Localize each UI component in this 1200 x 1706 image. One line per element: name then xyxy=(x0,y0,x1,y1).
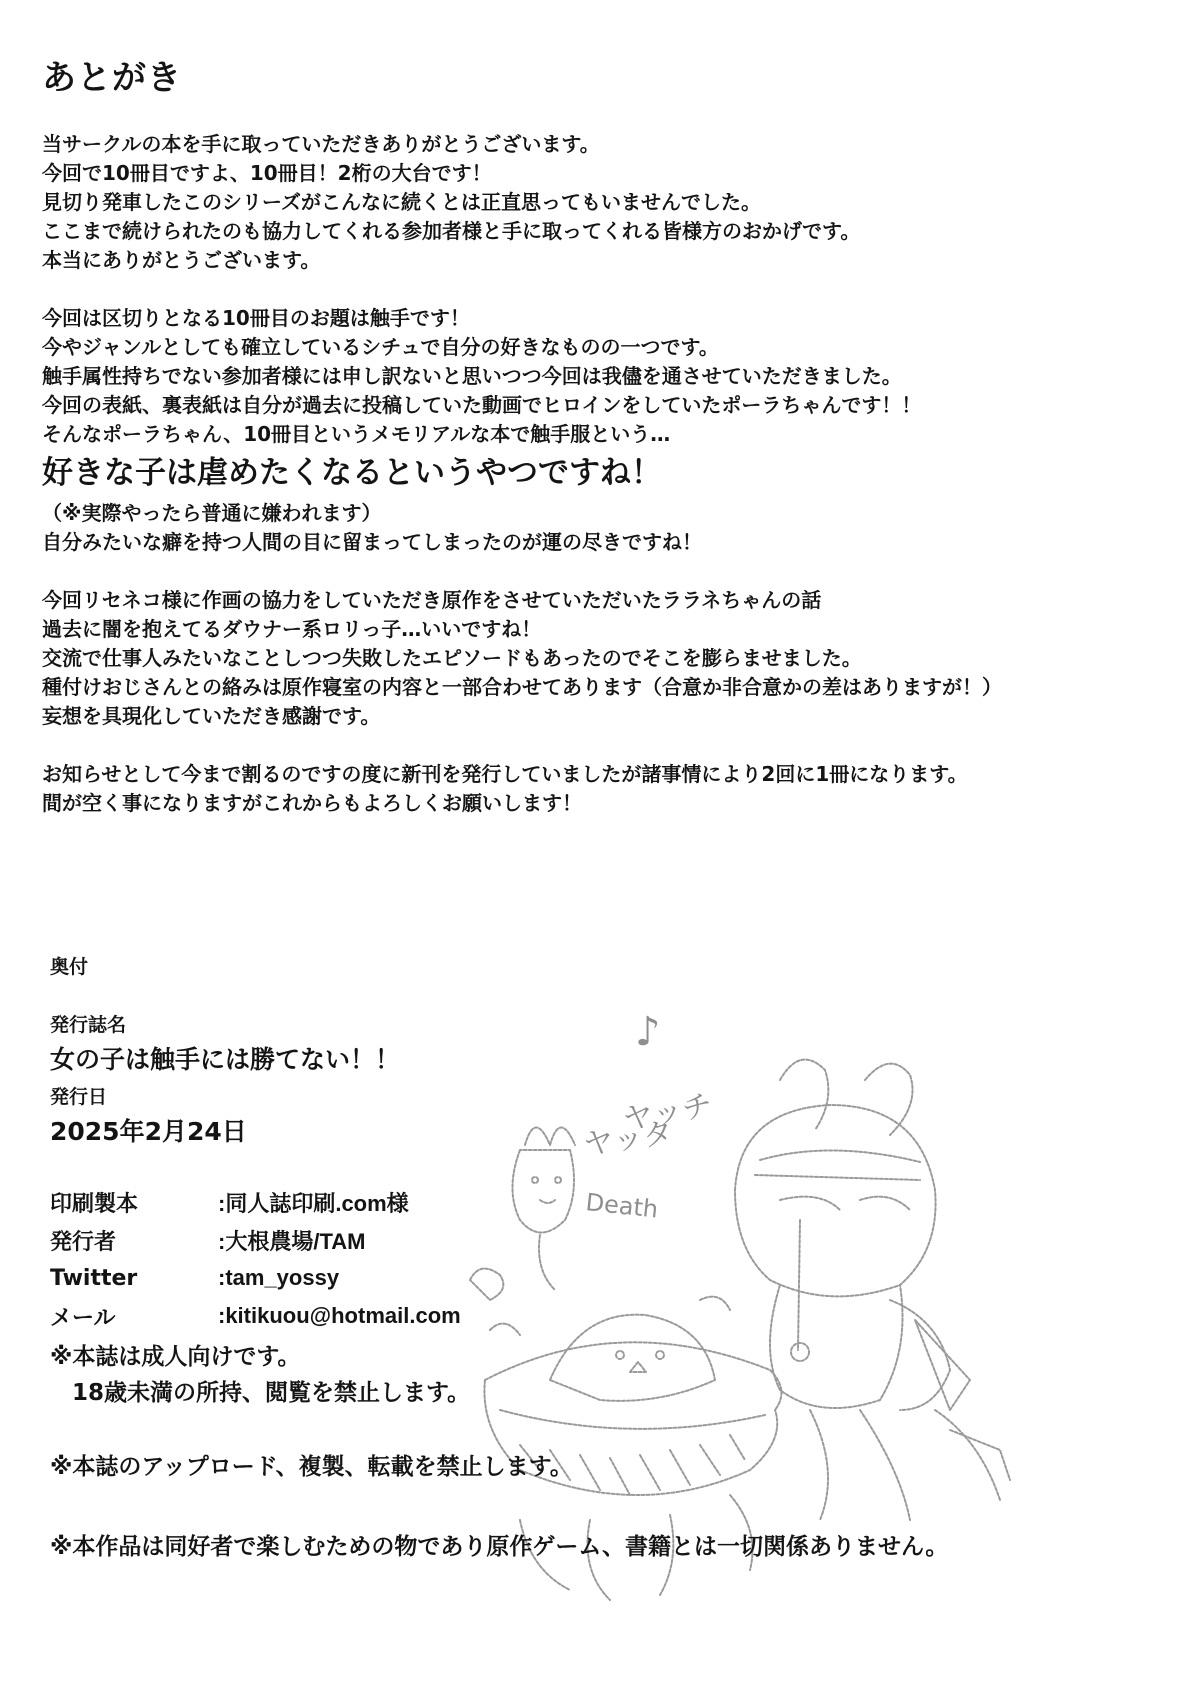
afterword-line: 種付けおじさんとの絡みは原作寝室の内容と一部合わせてあります（合意か非合意かの差はありますが！） xyxy=(42,675,1002,699)
afterword-line: ここまで続けられたのも協力してくれる参加者様と手に取ってくれる皆様方のおかげです。 xyxy=(42,219,861,243)
paragraph-gap xyxy=(42,275,1172,304)
notice-disclaimer: ※本作品は同好者で楽しむための物であり原作ゲーム、書籍とは一切関係ありません。 xyxy=(50,1534,949,1560)
info-value: :同人誌印刷.com様 xyxy=(218,1190,409,1216)
afterword-line: 今回は区切りとなる10冊目のお題は触手です！ xyxy=(42,306,470,330)
info-value: :kitikuou@hotmail.com xyxy=(218,1303,461,1328)
notice-upload: ※本誌のアップロード、複製、転載を禁止します。 xyxy=(50,1454,573,1480)
afterword-line: 過去に闇を抱えてるダウナー系ロリっ子…いいですね！ xyxy=(42,617,542,641)
paragraph-gap xyxy=(42,557,1172,586)
chibi-sketch-illustration xyxy=(480,1009,1040,1610)
info-key: 発行者 xyxy=(50,1229,117,1255)
notice-adult: ※本誌は成人向けです。 xyxy=(50,1344,301,1370)
afterword-line: 今回の表紙、裏表紙は自分が過去に投稿していた動画でヒロインをしていたポーラちゃんです！！ xyxy=(42,393,922,417)
afterword-line: お知らせとして今まで割るのですの度に新刊を発行していましたが諸事情により2回に1冊になります。 xyxy=(42,762,968,786)
title-label: 発行誌名 xyxy=(50,1014,127,1036)
afterword-line: 自分みたいな癖を持つ人間の目に留まってしまったのが運の尽きですね！ xyxy=(42,530,702,554)
afterword-line: 今回で10冊目ですよ、10冊目！2桁の大台です！ xyxy=(42,161,492,185)
afterword-line: 間が空く事になりますがこれからもよろしくお願いします！ xyxy=(42,791,582,815)
afterword-line: 今回リセネコ様に作画の協力をしていただき原作をさせていただいたララネちゃんの話 xyxy=(42,588,822,612)
afterword-line: （※実際やったら普通に嫌われます） xyxy=(42,501,382,525)
notice-age: 18歳未満の所持、閲覧を禁止します。 xyxy=(72,1380,471,1406)
info-row-publisher xyxy=(50,1221,461,1259)
afterword-line: 触手属性持ちでない参加者様には申し訳ないと思いつつ今回は我儘を通させていただきました。 xyxy=(42,364,902,388)
afterword-line: 妄想を具現化していただき感謝です。 xyxy=(42,704,381,728)
afterword-line: 今やジャンルとしても確立しているシチュで自分の好きなものの一つです。 xyxy=(42,335,719,359)
afterword-line: 見切り発車したこのシリーズがこんなに続くとは正直思ってもいませんでした。 xyxy=(42,190,761,214)
sketch-word-1: ヤッタ xyxy=(581,1115,676,1163)
info-row-twitter xyxy=(50,1259,461,1297)
afterword-emphasis: 好きな子は虐めたくなるというやつですね！ xyxy=(42,455,662,491)
info-value: :大根農場/TAM xyxy=(218,1228,366,1254)
page-title: あとがき xyxy=(42,58,182,98)
date-label: 発行日 xyxy=(50,1086,108,1108)
afterword-line: 当サークルの本を手に取っていただきありがとうございます。 xyxy=(42,132,600,156)
info-key: 印刷製本 xyxy=(50,1191,139,1217)
info-value: :tam_yossy xyxy=(218,1265,340,1290)
colophon-heading: 奥付 xyxy=(50,956,89,978)
info-row-email xyxy=(50,1297,461,1335)
paragraph-gap xyxy=(42,731,1172,760)
afterword-line: 交流で仕事人みたいなことしつつ失敗したエピソードもあったのでそこを膨らませました。 xyxy=(42,646,862,670)
music-note-icon: ♪ xyxy=(635,1009,661,1055)
info-key: メール xyxy=(50,1305,116,1331)
publication-title: 女の子は触手には勝てない！！ xyxy=(50,1045,401,1074)
afterword-body xyxy=(42,130,1172,818)
info-key: Twitter xyxy=(50,1265,138,1291)
afterword-line: そんなポーラちゃん、10冊目というメモリアルな本で触手服という… xyxy=(42,422,671,446)
sketch-word-3: Death xyxy=(584,1188,660,1224)
publication-date: 2025年2月24日 xyxy=(50,1117,247,1146)
info-row-printer xyxy=(50,1183,461,1221)
colophon-info-table xyxy=(50,1183,461,1335)
afterword-line: 本当にありがとうございます。 xyxy=(42,248,321,272)
sketch-word-2: ヤッチ xyxy=(620,1087,716,1138)
